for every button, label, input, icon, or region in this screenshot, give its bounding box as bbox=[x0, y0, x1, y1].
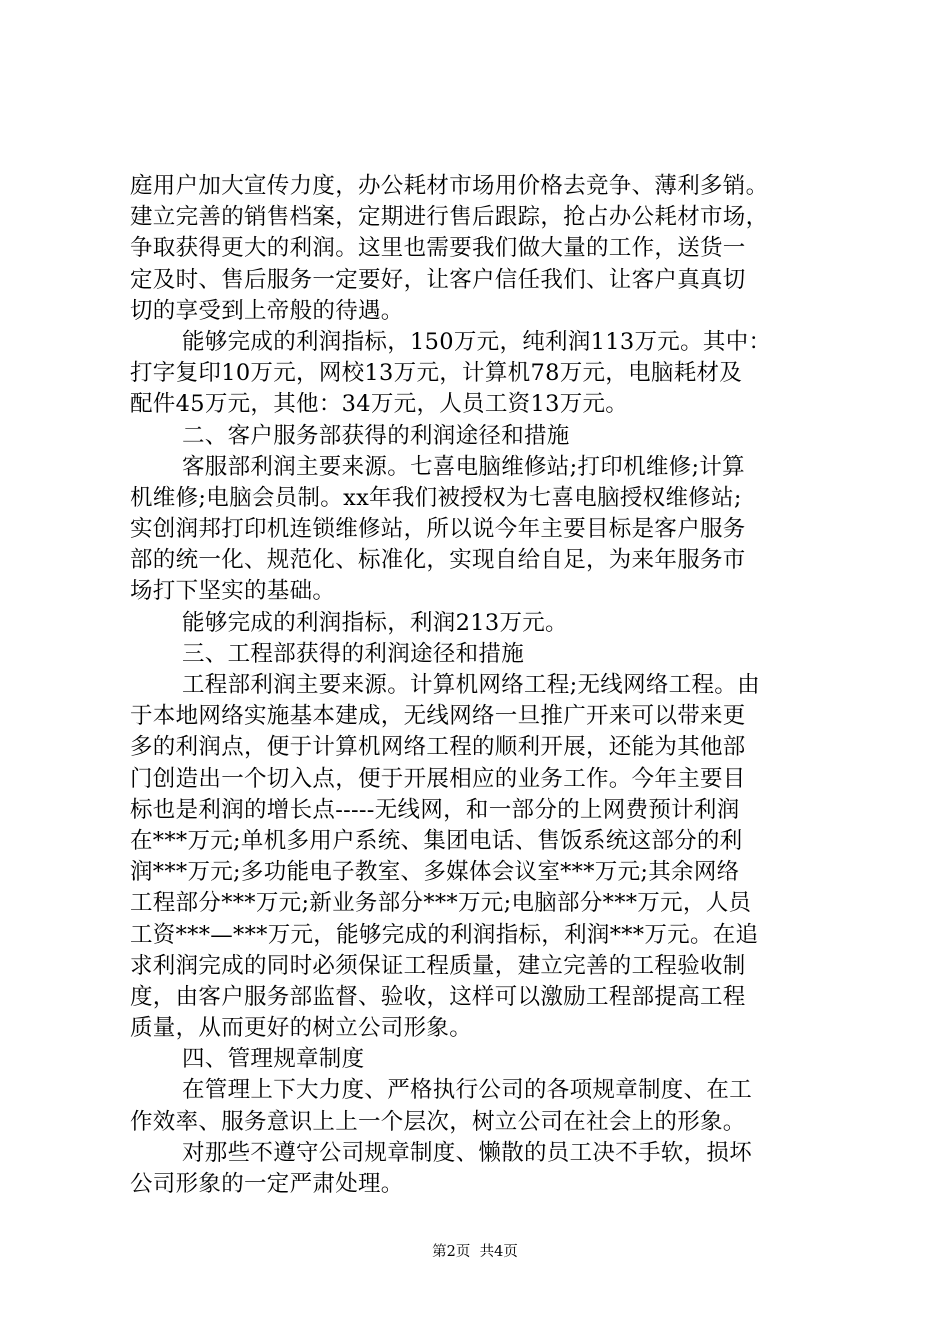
text-line: 工程部利润主要来源。计算机网络工程;无线网络工程。由 bbox=[182, 672, 760, 698]
document-body bbox=[130, 171, 830, 1200]
text-line: 公司形象的一定严肃处理。 bbox=[130, 1171, 404, 1197]
text-line: 机维修;电脑会员制。xx年我们被授权为七喜电脑授权维修站; bbox=[130, 484, 742, 511]
text-line: 在管理上下大力度、严格执行公司的各项规章制度、在工 bbox=[182, 1077, 753, 1104]
text-line: 实创润邦打印机连锁维修站，所以说今年主要目标是客户服务 bbox=[130, 516, 746, 543]
text-line: 切的享受到上帝般的待遇。 bbox=[130, 297, 404, 324]
text-line: 部的统一化、规范化、标准化，实现自给自足，为来年服务市 bbox=[130, 547, 746, 574]
text-line: 能够完成的利润指标，150万元，纯利润113万元。其中： bbox=[182, 328, 772, 355]
text-line: 争取获得更大的利润。这里也需要我们做大量的工作，送货一 bbox=[130, 235, 746, 262]
text-line: 多的利润点，便于计算机网络工程的顺利开展，还能为其他部 bbox=[130, 734, 746, 761]
text-line: 标也是利润的增长点-----无线网，和一部分的上网费预计利润 bbox=[130, 796, 740, 823]
text-line: 对那些不遵守公司规章制度、懒散的员工决不手软，损坏 bbox=[182, 1139, 753, 1166]
text-line: 定及时、售后服务一定要好，让客户信任我们、让客户真真切 bbox=[130, 266, 746, 293]
text-line: 建立完善的销售档案，定期进行售后跟踪，抢占办公耗材市场， bbox=[130, 204, 769, 231]
text-line: 求利润完成的同时必须保证工程质量，建立完善的工程验收制 bbox=[130, 952, 746, 979]
text-line: 三、工程部获得的利润途径和措施 bbox=[182, 640, 525, 667]
text-line: 场打下坚实的基础。 bbox=[130, 578, 336, 605]
text-line: 四、管理规章制度 bbox=[182, 1046, 365, 1073]
text-line: 客服部利润主要来源。七喜电脑维修站;打印机维修;计算 bbox=[182, 453, 745, 480]
text-line: 工程部分***万元;新业务部分***万元;电脑部分***万元，人员 bbox=[130, 890, 752, 917]
page-number-footer: 第2页 共4页 bbox=[432, 1244, 518, 1260]
text-line: 润***万元;多功能电子教室、多媒体会议室***万元;其余网络 bbox=[130, 859, 740, 886]
text-line: 二、客户服务部获得的利润途径和措施 bbox=[182, 422, 570, 449]
text-line: 能够完成的利润指标，利润213万元。 bbox=[182, 609, 568, 636]
text-line: 配件45万元，其他：34万元，人员工资13万元。 bbox=[130, 391, 629, 418]
text-line: 工资***—***万元，能够完成的利润指标，利润***万元。在追 bbox=[130, 921, 759, 948]
text-line: 庭用户加大宣传力度，办公耗材市场用价格去竞争、薄利多销。 bbox=[130, 173, 769, 199]
text-line: 门创造出一个切入点，便于开展相应的业务工作。今年主要目 bbox=[130, 765, 746, 792]
text-line: 于本地网络实施基本建成，无线网络一旦推广开来可以带来更 bbox=[130, 703, 746, 730]
text-line: 在***万元;单机多用户系统、集团电话、售饭系统这部分的利 bbox=[130, 827, 743, 854]
text-line: 度，由客户服务部监督、验收，这样可以激励工程部提高工程 bbox=[130, 983, 746, 1010]
text-line: 打字复印10万元，网校13万元，计算机78万元，电脑耗材及 bbox=[130, 360, 743, 387]
text-line: 质量，从而更好的树立公司形象。 bbox=[130, 1015, 473, 1042]
text-line: 作效率、服务意识上上一个层次，树立公司在社会上的形象。 bbox=[130, 1108, 746, 1135]
